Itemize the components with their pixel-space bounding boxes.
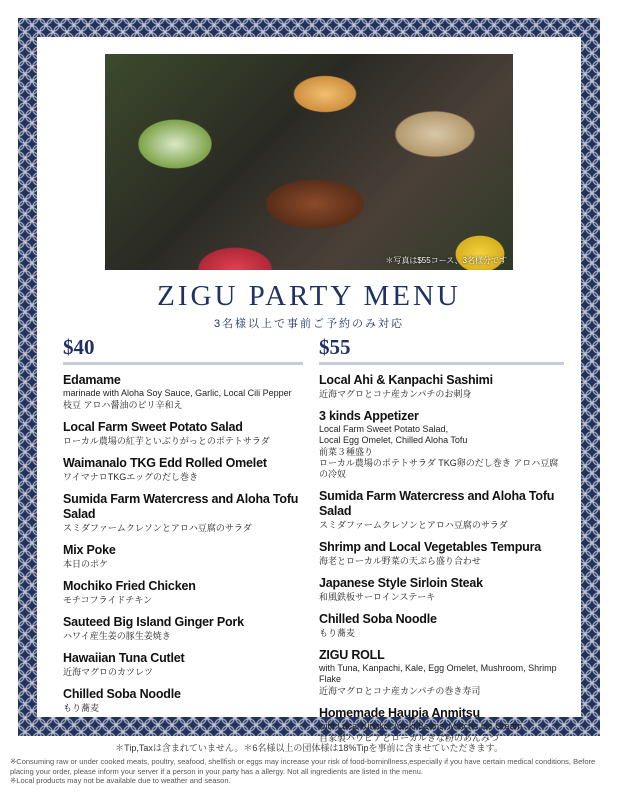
item-name: Local Ahi & Kanpachi Sashimi — [319, 373, 493, 387]
item-name: Chilled Soba Noodle — [319, 612, 437, 626]
item-japanese: 自家製ハウピアとローカルきな粉のあんみつ — [319, 733, 499, 743]
menu-item — [319, 706, 564, 744]
menu-item — [63, 579, 303, 606]
menu-item — [319, 373, 564, 400]
menu-item — [319, 489, 564, 531]
menu-item — [63, 543, 303, 570]
item-japanese: モチコフライドチキン — [63, 595, 153, 605]
menu-item — [63, 492, 303, 534]
item-japanese: 前菜３種盛り — [319, 447, 374, 457]
menu-item — [63, 373, 303, 411]
item-description: Local Farm Sweet Potato Salad, — [319, 424, 449, 434]
course-price: $55 — [319, 335, 564, 365]
item-japanese: 和風鉄板サーロインステーキ — [319, 592, 436, 602]
item-name: Mix Poke — [63, 543, 116, 557]
item-japanese: ハワイ産生姜の豚生姜焼き — [63, 631, 171, 641]
item-japanese: 近海マグロとコナ産カンパチの巻き寿司 — [319, 686, 481, 696]
menu-item — [63, 651, 303, 678]
item-japanese: ワイマナロTKGエッグのだし巻き — [63, 472, 199, 482]
menu-subtitle: 3名様以上で事前ご予約のみ対応 — [213, 318, 405, 330]
menu-item — [63, 687, 303, 714]
menu-item — [319, 576, 564, 603]
course-40-column — [63, 335, 303, 723]
item-name: Mochiko Fried Chicken — [63, 579, 196, 593]
item-japanese: 近海マグロとコナ産カンパチのお刺身 — [319, 389, 472, 399]
item-japanese: スミダファームクレソンとアロハ豆腐のサラダ — [319, 520, 508, 530]
allergy-disclaimer — [10, 757, 610, 786]
item-name: Chilled Soba Noodle — [63, 687, 181, 701]
item-name: Sauteed Big Island Ginger Pork — [63, 615, 244, 629]
item-description: with Local Kinako, Azuki Beans, Matcha Ice Cream — [319, 721, 523, 731]
menu-item — [63, 420, 303, 447]
item-japanese: スミダファームクレソンとアロハ豆腐のサラダ — [63, 523, 252, 533]
item-japanese: 近海マグロのカツレツ — [63, 667, 154, 677]
food-photo — [105, 54, 513, 270]
item-japanese: 枝豆 アロハ醤油のピリ辛和え — [63, 400, 183, 410]
item-name: Shrimp and Local Vegetables Tempura — [319, 540, 541, 554]
menu-item — [319, 648, 564, 697]
item-name: 3 kinds Appetizer — [319, 409, 419, 423]
item-japanese-line2: ローカル農場のポテトサラダ TKG卵のだし巻き アロハ豆腐の冷奴 — [319, 458, 559, 479]
item-description-line2: Local Egg Omelet, Chilled Aloha Tofu — [319, 435, 468, 445]
photo-caption: ＊写真は$55コース、3名様分です — [385, 256, 507, 265]
course-price: $40 — [63, 335, 303, 365]
tip-tax-notice: ＊Tip,Taxは含まれていません。＊6名様以上の団体様は18%Tipを事前に含ませていただきます。 — [115, 743, 503, 753]
item-japanese: 本日のポケ — [63, 559, 109, 569]
item-description: with Tuna, Kanpachi, Kale, Egg Omelet, Mushroom, Shrimp Flake — [319, 663, 557, 684]
menu-item — [319, 612, 564, 639]
item-name: Sumida Farm Watercress and Aloha Tofu Salad — [63, 492, 299, 521]
item-name: Local Farm Sweet Potato Salad — [63, 420, 243, 434]
menu-title: ZIGU PARTY MENU — [157, 280, 461, 312]
item-japanese: もり蕎麦 — [63, 703, 100, 713]
item-japanese: ローカル農場の紅芋といぶりがっとのポテトサラダ — [63, 436, 270, 446]
item-name: Edamame — [63, 373, 121, 387]
disclaimer-raw-food: ※Consuming raw or under cooked meats, poultry, seafood, shellfish or eggs may increase your risk of food-borninllness,especially if you have certain medical conditions, Before placing your order, please inform your server if a person in your party has a allergy. Not all ingredients are listed in the menu. — [10, 757, 596, 776]
item-name: Sumida Farm Watercress and Aloha Tofu Salad — [319, 489, 555, 518]
course-55-column — [319, 335, 564, 753]
item-name: Homemade Haupia Anmitsu — [319, 706, 480, 720]
item-name: Waimanalo TKG Edd Rolled Omelet — [63, 456, 267, 470]
item-description: marinade with Aloha Soy Sauce, Garlic, Local Cili Pepper — [63, 388, 292, 398]
menu-item — [319, 540, 564, 567]
item-name: Japanese Style Sirloin Steak — [319, 576, 483, 590]
menu-item — [319, 409, 564, 480]
item-name: Hawaiian Tuna Cutlet — [63, 651, 185, 665]
item-japanese: 海老とローカル野菜の天ぷら盛り合わせ — [319, 556, 481, 566]
item-name: ZIGU ROLL — [319, 648, 385, 662]
menu-item — [63, 456, 303, 483]
disclaimer-local-products: ※Local products may not be available due to weather and season. — [10, 776, 231, 785]
item-japanese: もり蕎麦 — [319, 628, 356, 638]
menu-item — [63, 615, 303, 642]
